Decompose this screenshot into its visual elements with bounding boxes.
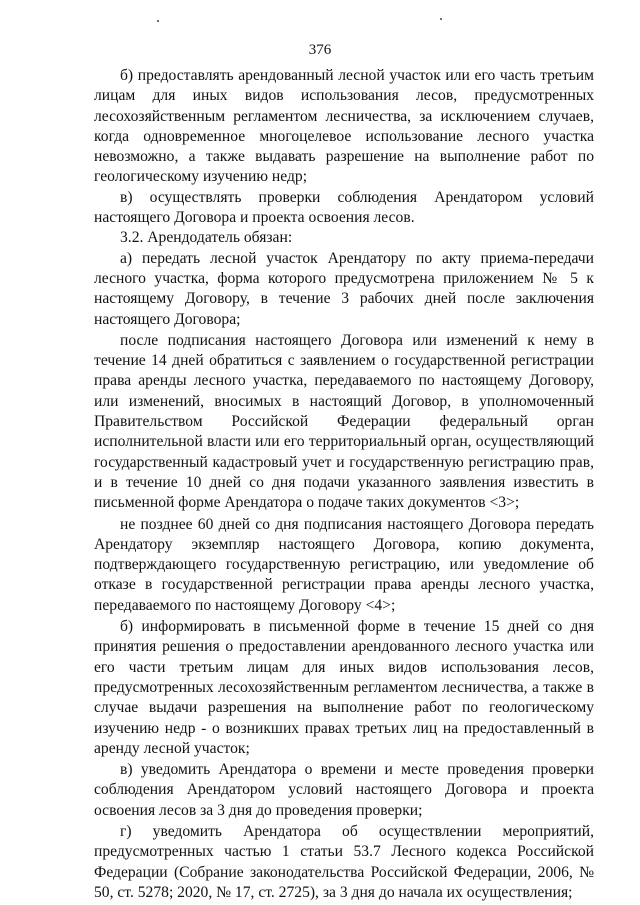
paragraph-v-notify: в) уведомить Арендатора о времени и месте проведения проверки соблюдения Арендатором условий настоящего Договора и проекта освоения лесов за 3 дня до проведения проверки; [94,761,594,819]
paragraph-v-inspections: в) осуществлять проверки соблюдения Арендатором условий настоящего Договора и проекта освоения лесов. [94,188,594,227]
section-heading-3-2: 3.2. Арендодатель обязан: [120,229,293,247]
paragraph-a-transfer: а) передать лесной участок Арендатору по акту приема-передачи лесного участка, форма которого предусмотрена приложением № 5 к настоящему Договору, в течение 3 рабочих дней после заключения настоящего Договора; [94,249,594,328]
scan-speck [440,18,442,20]
document-body [94,66,594,903]
paragraph-g-notify: г) уведомить Арендатора об осуществлении мероприятий, предусмотренных частью 1 статьи 53.7 Лесного кодекса Российской Федерации (Собрание законодательства Российской Федерации, 2006, № 50, ст. 5278; 2020, № 17, ст. 2725), за 3 дня до начала их осуществления; [94,822,594,901]
page-number: 376 [308,42,332,58]
paragraph-registration: после подписания настоящего Договора или изменений к нему в течение 14 дней обратиться с заявлением о государственной регистрации права аренды лесного участка, передаваемого по настоящему Договору, или изменений, вносимых в настоящий Договор, в уполномоченный Правительством Российской Федерации федеральный орган исполнительной власти или его территориальный орган, осуществляющий государственный кадастровый учет и государственную регистрацию прав, и в течение 10 дней со дня подачи указанного заявления известить в письменной форме Арендатора о подаче таких документов <3>; [94,331,594,512]
paragraph-b-sublease: б) предоставлять арендованный лесной участок или его часть третьим лицам для иных видов использования лесов, предусмотренных лесохозяйственным регламентом лесничества, за исключением случаев, когда одновременное многоцелевое использование лесного участка невозможно, а также выдавать разрешение на выполнение работ по геологическому изучению недр; [94,67,594,186]
paragraph-copy-transfer: не позднее 60 дней со дня подписания настоящего Договора передать Арендатору экземпляр настоящего Договора, копию документа, подтверждающего государственную регистрацию, или уведомление об отказе в государственной регистрации права аренды лесного участка, передаваемого по настоящему Договору <4>; [94,515,594,614]
scan-speck [157,20,159,22]
paragraph-b-inform: б) информировать в письменной форме в течение 15 дней со дня принятия решения о предоставлении арендованного лесного участка или его части третьим лицам для иных видов использования лесов, предусмотренных лесохозяйственным регламентом лесничества, а также в случае выдачи разрешения на выполнение работ по геологическому изучению недр - о возникших правах третьих лиц на предоставленный в аренду лесной участок; [94,618,594,757]
